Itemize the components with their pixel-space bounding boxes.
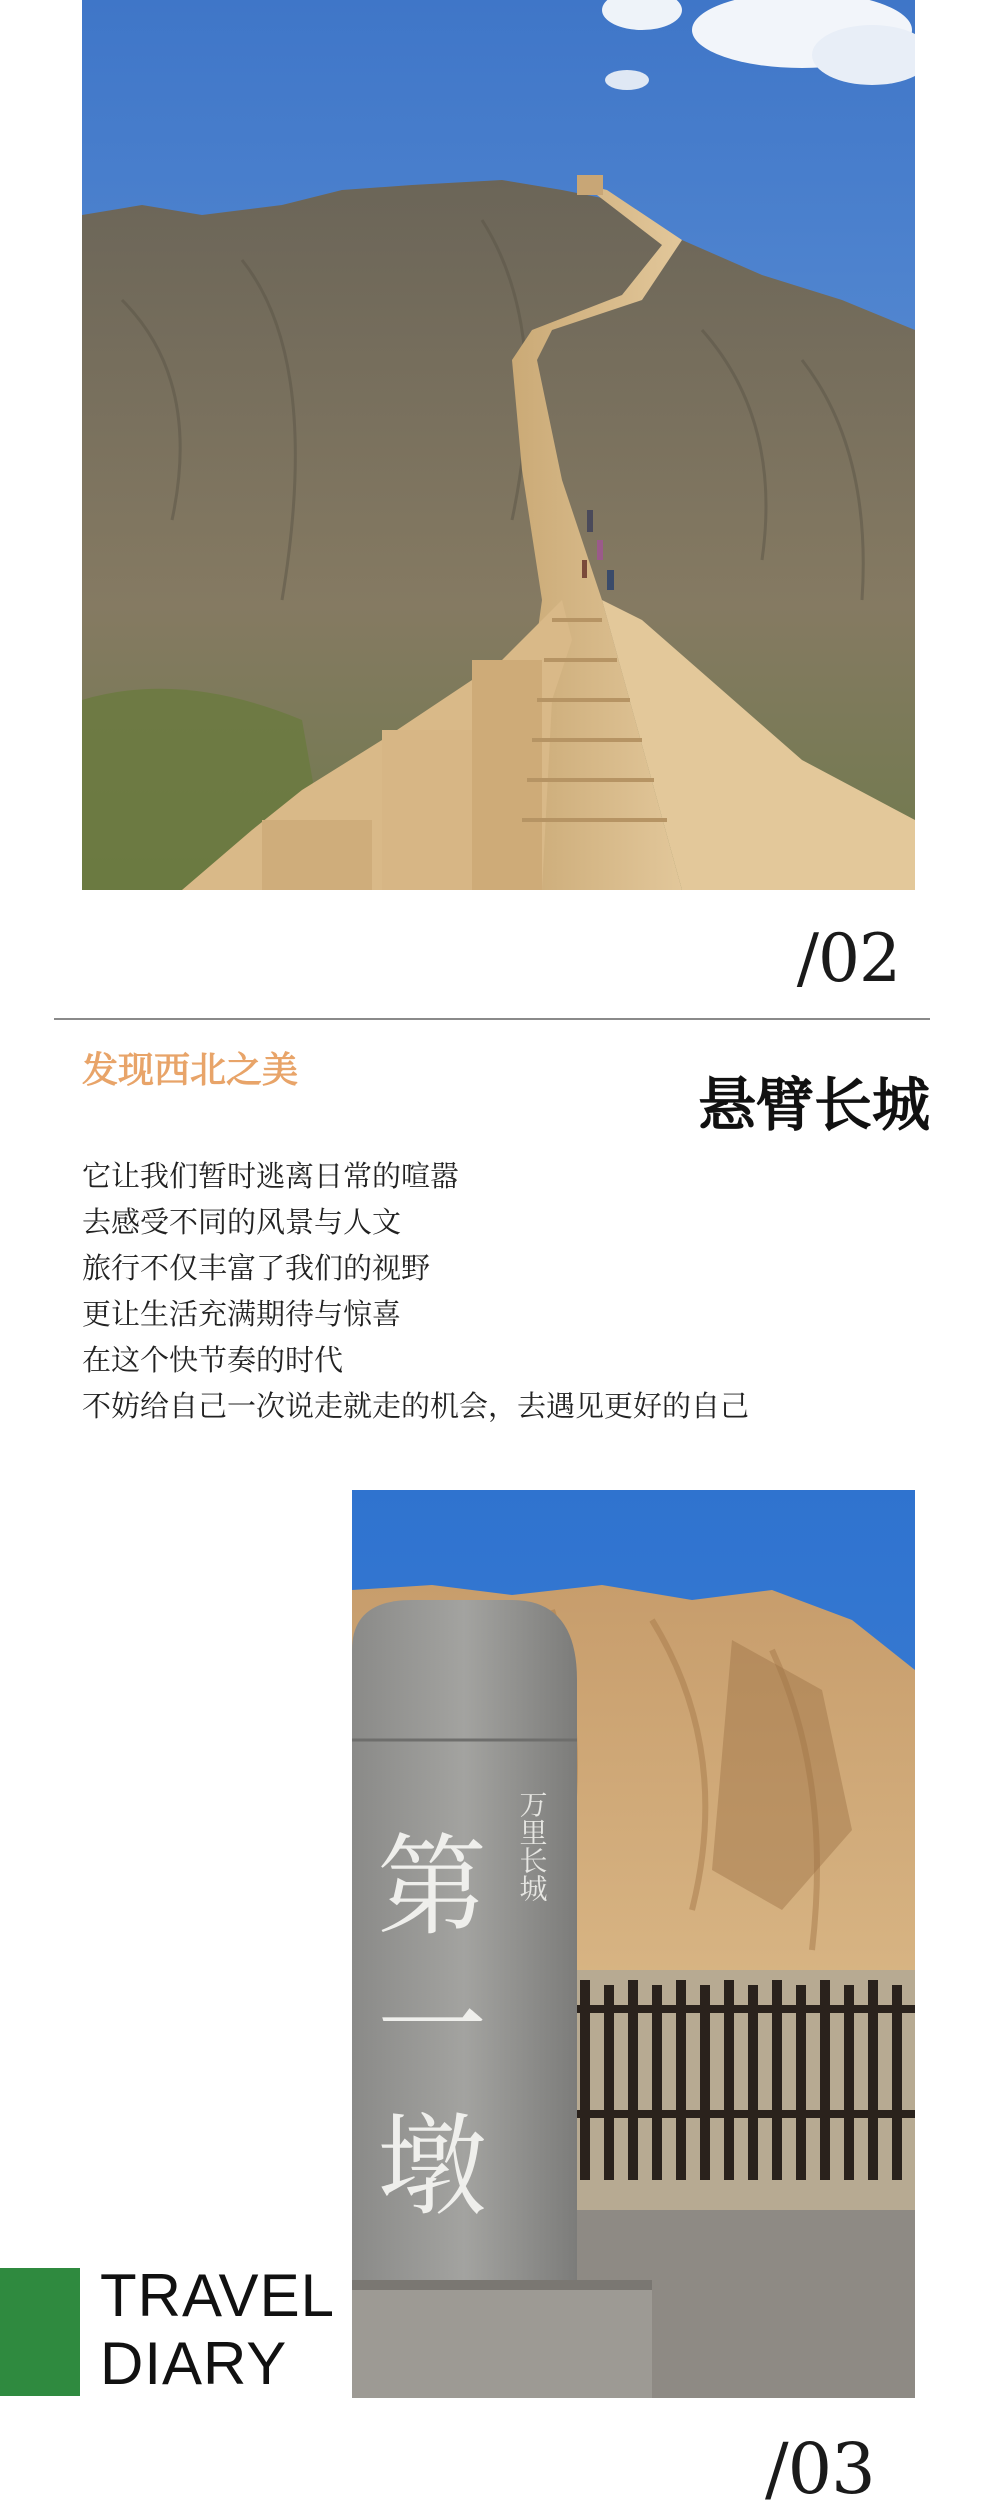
hanging-great-wall-photo <box>82 0 915 890</box>
stele-char: 一 <box>377 1963 487 2091</box>
paragraph-line: 更让生活充满期待与惊喜 <box>82 1297 402 1331</box>
section-number: /03 <box>765 2428 875 2510</box>
stele-char: 第 <box>377 1823 487 1951</box>
travel-label-line1: TRAVEL <box>100 2262 335 2329</box>
body-paragraph <box>82 1153 749 1429</box>
paragraph-line: 它让我们暂时逃离日常的喧嚣 <box>82 1159 460 1193</box>
section-number: /02 <box>796 920 900 997</box>
paragraph-line: 在这个快节奏的时代 <box>82 1343 344 1377</box>
stele-char: 墩 <box>377 2103 487 2231</box>
first-pier-stele-photo <box>352 1490 915 2398</box>
green-accent-block <box>0 2268 80 2396</box>
stele-small-inscription: 万里长城 <box>515 1790 549 1902</box>
paragraph-line: 不妨给自己一次说走就走的机会，去遇见更好的自己 <box>82 1389 750 1423</box>
section-divider <box>54 1018 930 1020</box>
section-subtitle: 发现西北之美 <box>82 1050 299 1091</box>
paragraph-line: 旅行不仅丰富了我们的视野 <box>82 1251 431 1285</box>
paragraph-line: 去感受不同的风景与人文 <box>82 1205 402 1239</box>
travel-diary-label <box>100 2262 335 2398</box>
section-title: 悬臂长城 <box>697 1071 930 1139</box>
travel-label-line2: DIARY <box>100 2330 288 2397</box>
